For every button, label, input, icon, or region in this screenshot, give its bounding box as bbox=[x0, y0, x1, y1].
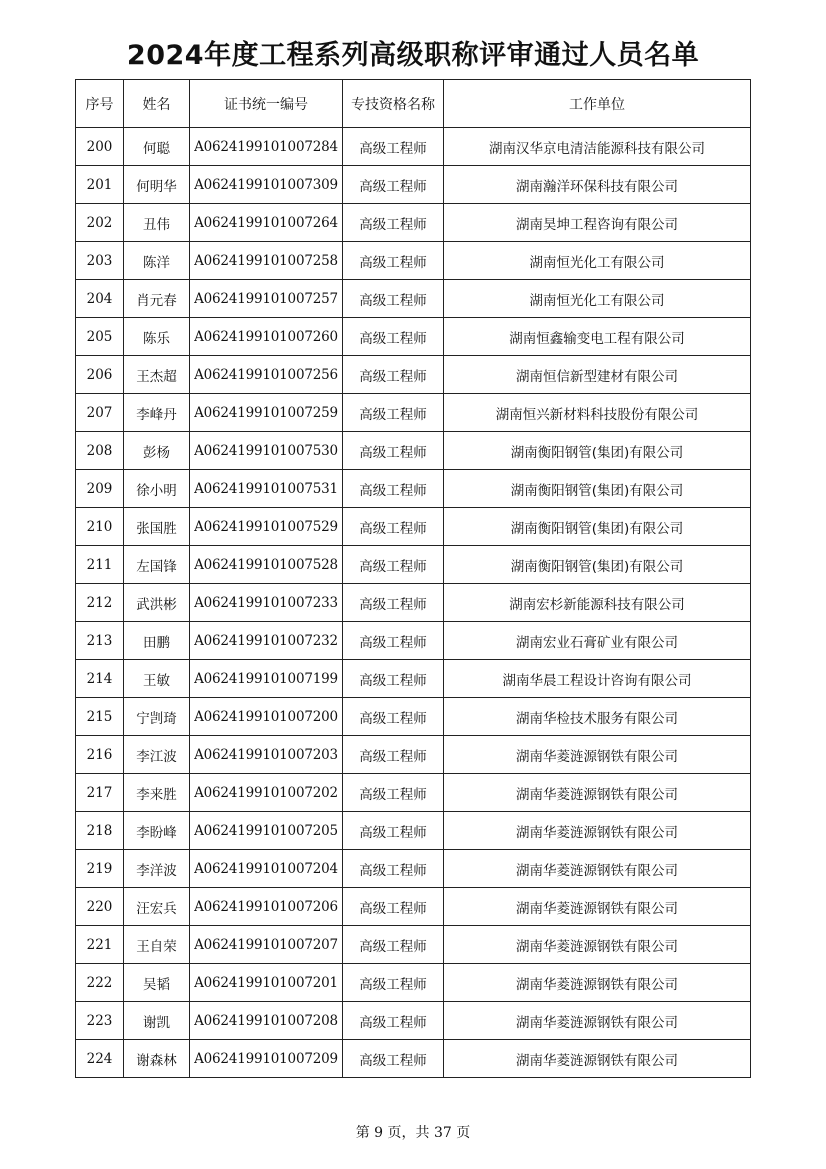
name-cell: 李来胜 bbox=[124, 774, 190, 812]
cert-no-cell: A0624199101007264 bbox=[190, 204, 343, 242]
cert-no-cell: A0624199101007204 bbox=[190, 850, 343, 888]
name-cell: 李盼峰 bbox=[124, 812, 190, 850]
employer-cell: 湖南宏业石膏矿业有限公司 bbox=[444, 622, 751, 660]
table-row bbox=[76, 584, 751, 622]
employer-cell: 湖南华菱涟源钢铁有限公司 bbox=[444, 964, 751, 1002]
employer-cell: 湖南恒鑫输变电工程有限公司 bbox=[444, 318, 751, 356]
cert-no-cell: A0624199101007529 bbox=[190, 508, 343, 546]
seq-cell: 218 bbox=[76, 812, 124, 850]
employer-cell: 湖南衡阳钢管(集团)有限公司 bbox=[444, 508, 751, 546]
seq-cell: 223 bbox=[76, 1002, 124, 1040]
employer-cell: 湖南华菱涟源钢铁有限公司 bbox=[444, 1002, 751, 1040]
employer-cell: 湖南恒光化工有限公司 bbox=[444, 242, 751, 280]
name-cell: 彭杨 bbox=[124, 432, 190, 470]
qualification-cell: 高级工程师 bbox=[343, 774, 444, 812]
qualification-cell: 高级工程师 bbox=[343, 584, 444, 622]
seq-cell: 206 bbox=[76, 356, 124, 394]
table-row bbox=[76, 736, 751, 774]
seq-cell: 205 bbox=[76, 318, 124, 356]
cert-no-cell: A0624199101007208 bbox=[190, 1002, 343, 1040]
header-qualification: 专技资格名称 bbox=[343, 80, 444, 128]
qualification-cell: 高级工程师 bbox=[343, 280, 444, 318]
employer-cell: 湖南华菱涟源钢铁有限公司 bbox=[444, 888, 751, 926]
cert-no-cell: A0624199101007531 bbox=[190, 470, 343, 508]
table-row bbox=[76, 280, 751, 318]
table-row bbox=[76, 1002, 751, 1040]
employer-cell: 湖南华菱涟源钢铁有限公司 bbox=[444, 926, 751, 964]
name-cell: 王杰超 bbox=[124, 356, 190, 394]
employer-cell: 湖南衡阳钢管(集团)有限公司 bbox=[444, 546, 751, 584]
employer-cell: 湖南华菱涟源钢铁有限公司 bbox=[444, 812, 751, 850]
employer-cell: 湖南华菱涟源钢铁有限公司 bbox=[444, 736, 751, 774]
qualification-cell: 高级工程师 bbox=[343, 660, 444, 698]
table-row bbox=[76, 622, 751, 660]
qualification-cell: 高级工程师 bbox=[343, 242, 444, 280]
seq-cell: 217 bbox=[76, 774, 124, 812]
seq-cell: 220 bbox=[76, 888, 124, 926]
employer-cell: 湖南恒信新型建材有限公司 bbox=[444, 356, 751, 394]
employer-cell: 湖南华菱涟源钢铁有限公司 bbox=[444, 774, 751, 812]
seq-cell: 208 bbox=[76, 432, 124, 470]
cert-no-cell: A0624199101007199 bbox=[190, 660, 343, 698]
header-name: 姓名 bbox=[124, 80, 190, 128]
cert-no-cell: A0624199101007202 bbox=[190, 774, 343, 812]
seq-cell: 215 bbox=[76, 698, 124, 736]
qualification-cell: 高级工程师 bbox=[343, 622, 444, 660]
name-cell: 徐小明 bbox=[124, 470, 190, 508]
seq-cell: 214 bbox=[76, 660, 124, 698]
employer-cell: 湖南华晨工程设计咨询有限公司 bbox=[444, 660, 751, 698]
name-cell: 张国胜 bbox=[124, 508, 190, 546]
cert-no-cell: A0624199101007256 bbox=[190, 356, 343, 394]
employer-cell: 湖南衡阳钢管(集团)有限公司 bbox=[444, 470, 751, 508]
page-footer bbox=[0, 1122, 826, 1142]
seq-cell: 201 bbox=[76, 166, 124, 204]
qualification-cell: 高级工程师 bbox=[343, 432, 444, 470]
table-row bbox=[76, 926, 751, 964]
name-cell: 陈乐 bbox=[124, 318, 190, 356]
seq-cell: 207 bbox=[76, 394, 124, 432]
name-cell: 肖元春 bbox=[124, 280, 190, 318]
name-cell: 李江波 bbox=[124, 736, 190, 774]
table-row bbox=[76, 318, 751, 356]
name-cell: 王敏 bbox=[124, 660, 190, 698]
table-row bbox=[76, 470, 751, 508]
cert-no-cell: A0624199101007206 bbox=[190, 888, 343, 926]
qualification-cell: 高级工程师 bbox=[343, 888, 444, 926]
employer-cell: 湖南衡阳钢管(集团)有限公司 bbox=[444, 432, 751, 470]
seq-cell: 211 bbox=[76, 546, 124, 584]
name-cell: 汪宏兵 bbox=[124, 888, 190, 926]
cert-no-cell: A0624199101007528 bbox=[190, 546, 343, 584]
seq-cell: 202 bbox=[76, 204, 124, 242]
seq-cell: 222 bbox=[76, 964, 124, 1002]
header-cert-no: 证书统一编号 bbox=[190, 80, 343, 128]
table-row bbox=[76, 508, 751, 546]
cert-no-cell: A0624199101007258 bbox=[190, 242, 343, 280]
seq-cell: 212 bbox=[76, 584, 124, 622]
table-row bbox=[76, 1040, 751, 1078]
name-cell: 丑伟 bbox=[124, 204, 190, 242]
qualification-cell: 高级工程师 bbox=[343, 926, 444, 964]
name-cell: 谢凯 bbox=[124, 1002, 190, 1040]
name-cell: 何明华 bbox=[124, 166, 190, 204]
table-row bbox=[76, 698, 751, 736]
qualification-cell: 高级工程师 bbox=[343, 394, 444, 432]
cert-no-cell: A0624199101007209 bbox=[190, 1040, 343, 1078]
header-seq: 序号 bbox=[76, 80, 124, 128]
seq-cell: 219 bbox=[76, 850, 124, 888]
cert-no-cell: A0624199101007259 bbox=[190, 394, 343, 432]
qualification-cell: 高级工程师 bbox=[343, 356, 444, 394]
table-row bbox=[76, 546, 751, 584]
employer-cell: 湖南宏杉新能源科技有限公司 bbox=[444, 584, 751, 622]
qualification-cell: 高级工程师 bbox=[343, 508, 444, 546]
cert-no-cell: A0624199101007203 bbox=[190, 736, 343, 774]
table-row bbox=[76, 128, 751, 166]
table-row bbox=[76, 774, 751, 812]
qualification-cell: 高级工程师 bbox=[343, 964, 444, 1002]
name-cell: 陈洋 bbox=[124, 242, 190, 280]
document-title: 2024年度工程系列高级职称评审通过人员名单 bbox=[126, 40, 700, 71]
page-number: 第 9 页，共 37 页 bbox=[355, 1125, 471, 1141]
employer-cell: 湖南华菱涟源钢铁有限公司 bbox=[444, 1040, 751, 1078]
qualification-cell: 高级工程师 bbox=[343, 318, 444, 356]
table-row bbox=[76, 888, 751, 926]
employer-cell: 湖南汉华京电清洁能源科技有限公司 bbox=[444, 128, 751, 166]
name-cell: 田鹏 bbox=[124, 622, 190, 660]
seq-cell: 213 bbox=[76, 622, 124, 660]
table-row bbox=[76, 394, 751, 432]
name-cell: 宁剀琦 bbox=[124, 698, 190, 736]
name-cell: 李洋波 bbox=[124, 850, 190, 888]
qualification-cell: 高级工程师 bbox=[343, 1002, 444, 1040]
table-row bbox=[76, 812, 751, 850]
table-body bbox=[76, 128, 751, 1078]
qualification-cell: 高级工程师 bbox=[343, 736, 444, 774]
seq-cell: 203 bbox=[76, 242, 124, 280]
qualification-cell: 高级工程师 bbox=[343, 812, 444, 850]
seq-cell: 210 bbox=[76, 508, 124, 546]
cert-no-cell: A0624199101007207 bbox=[190, 926, 343, 964]
cert-no-cell: A0624199101007530 bbox=[190, 432, 343, 470]
table-row bbox=[76, 964, 751, 1002]
seq-cell: 224 bbox=[76, 1040, 124, 1078]
employer-cell: 湖南昊坤工程咨询有限公司 bbox=[444, 204, 751, 242]
cert-no-cell: A0624199101007284 bbox=[190, 128, 343, 166]
table-row bbox=[76, 242, 751, 280]
table-row bbox=[76, 660, 751, 698]
employer-cell: 湖南华检技术服务有限公司 bbox=[444, 698, 751, 736]
table-row bbox=[76, 356, 751, 394]
qualification-cell: 高级工程师 bbox=[343, 850, 444, 888]
qualification-cell: 高级工程师 bbox=[343, 698, 444, 736]
employer-cell: 湖南恒光化工有限公司 bbox=[444, 280, 751, 318]
table-row bbox=[76, 204, 751, 242]
seq-cell: 204 bbox=[76, 280, 124, 318]
roster-table bbox=[75, 79, 751, 1078]
table-row bbox=[76, 432, 751, 470]
header-row bbox=[76, 80, 751, 128]
cert-no-cell: A0624199101007200 bbox=[190, 698, 343, 736]
cert-no-cell: A0624199101007257 bbox=[190, 280, 343, 318]
qualification-cell: 高级工程师 bbox=[343, 470, 444, 508]
seq-cell: 216 bbox=[76, 736, 124, 774]
name-cell: 王自荣 bbox=[124, 926, 190, 964]
table-row bbox=[76, 850, 751, 888]
cert-no-cell: A0624199101007205 bbox=[190, 812, 343, 850]
name-cell: 李峰丹 bbox=[124, 394, 190, 432]
header-employer: 工作单位 bbox=[444, 80, 751, 128]
table-row bbox=[76, 166, 751, 204]
name-cell: 吴韬 bbox=[124, 964, 190, 1002]
cert-no-cell: A0624199101007201 bbox=[190, 964, 343, 1002]
cert-no-cell: A0624199101007309 bbox=[190, 166, 343, 204]
employer-cell: 湖南瀚洋环保科技有限公司 bbox=[444, 166, 751, 204]
table-header bbox=[76, 80, 751, 128]
seq-cell: 209 bbox=[76, 470, 124, 508]
name-cell: 武洪彬 bbox=[124, 584, 190, 622]
qualification-cell: 高级工程师 bbox=[343, 166, 444, 204]
name-cell: 谢森林 bbox=[124, 1040, 190, 1078]
qualification-cell: 高级工程师 bbox=[343, 128, 444, 166]
seq-cell: 200 bbox=[76, 128, 124, 166]
cert-no-cell: A0624199101007233 bbox=[190, 584, 343, 622]
employer-cell: 湖南恒兴新材料科技股份有限公司 bbox=[444, 394, 751, 432]
qualification-cell: 高级工程师 bbox=[343, 546, 444, 584]
name-cell: 左国锋 bbox=[124, 546, 190, 584]
cert-no-cell: A0624199101007232 bbox=[190, 622, 343, 660]
name-cell: 何聪 bbox=[124, 128, 190, 166]
employer-cell: 湖南华菱涟源钢铁有限公司 bbox=[444, 850, 751, 888]
seq-cell: 221 bbox=[76, 926, 124, 964]
cert-no-cell: A0624199101007260 bbox=[190, 318, 343, 356]
qualification-cell: 高级工程师 bbox=[343, 1040, 444, 1078]
qualification-cell: 高级工程师 bbox=[343, 204, 444, 242]
